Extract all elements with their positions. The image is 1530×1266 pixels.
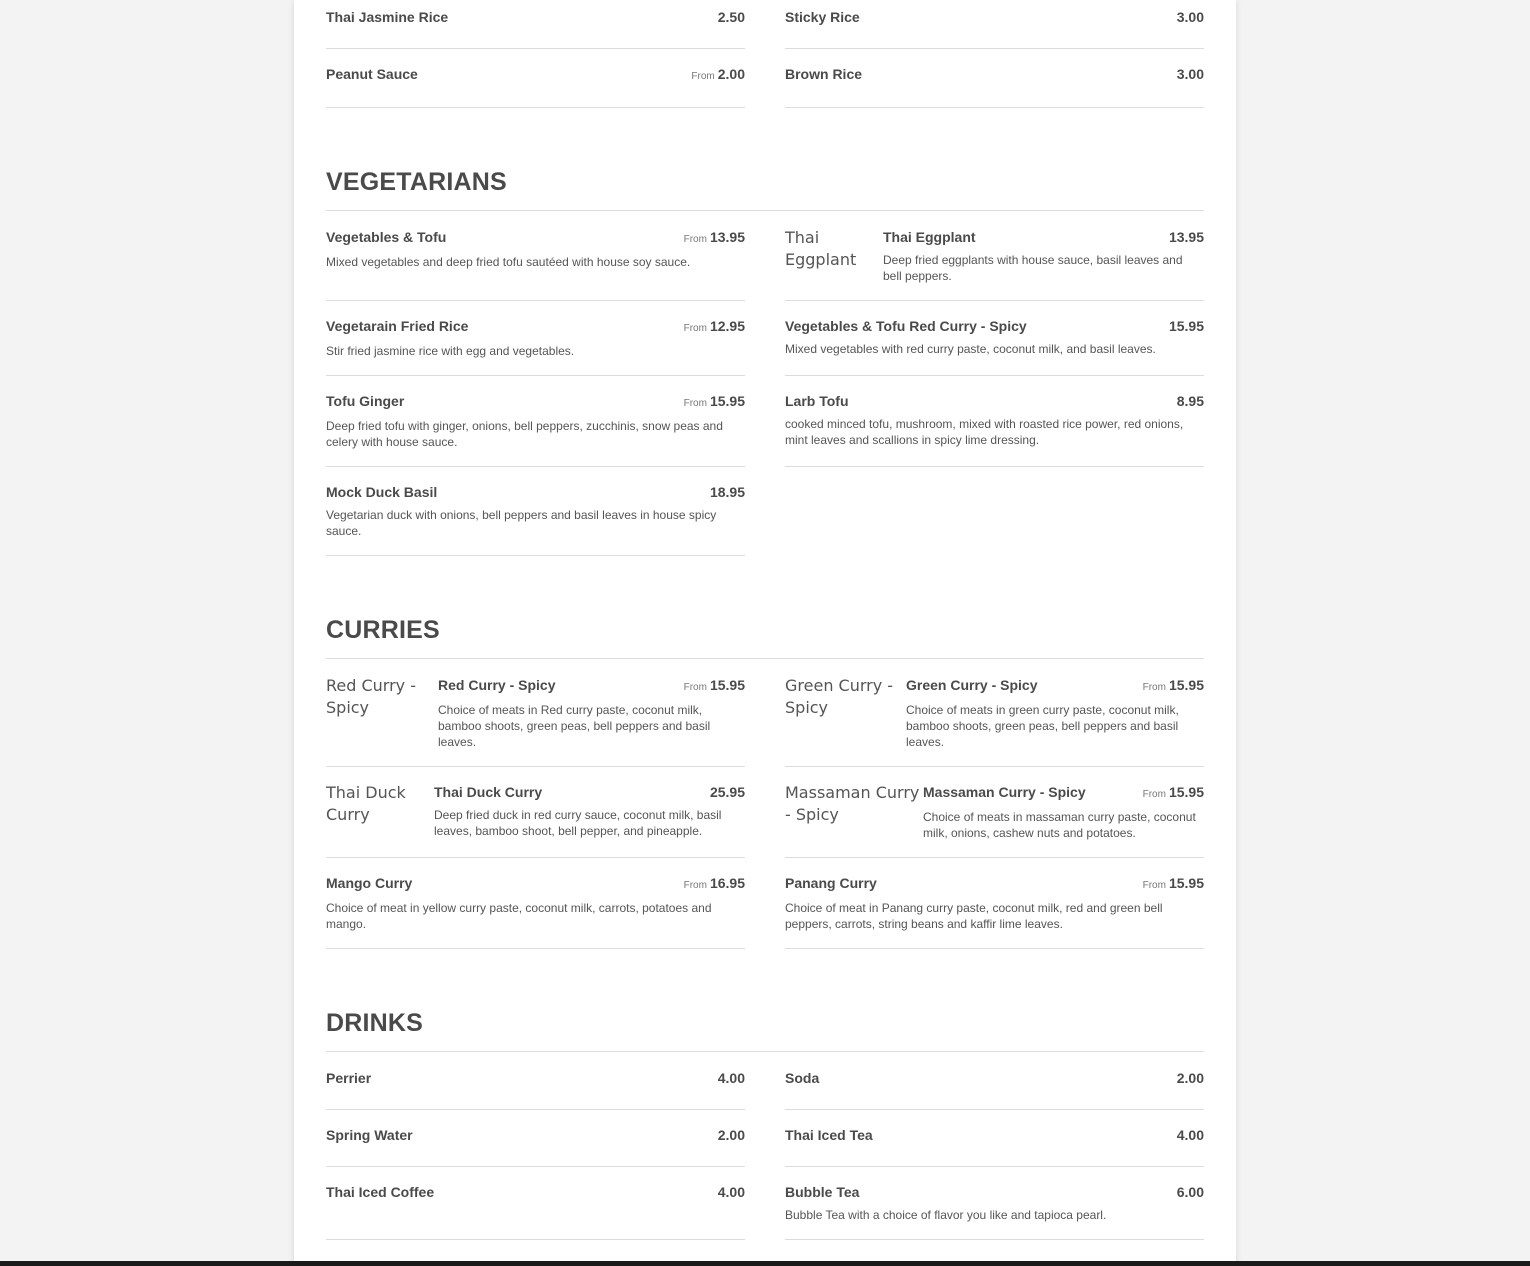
item-name: Massaman Curry - Spicy (923, 784, 1086, 800)
menu-item-tofu-ginger[interactable] (326, 393, 745, 467)
item-name: Brown Rice (785, 66, 863, 82)
menu-item-massaman-curry[interactable] (785, 782, 1204, 858)
item-name: Bubble Tea (785, 1184, 860, 1200)
item-description: Deep fried tofu with ginger, onions, bell peppers, zucchinis, snow peas and celery with house sauce. (326, 419, 723, 449)
item-description: Deep fried duck in red curry sauce, coconut milk, basil leaves, bamboo shoot, bell pepper, and pineapple. (434, 808, 722, 838)
item-name: Thai Jasmine Rice (326, 9, 449, 25)
item-price: 16.95 (709, 875, 745, 891)
item-price: 25.95 (709, 784, 745, 800)
item-name: Thai Duck Curry (434, 784, 543, 800)
menu-item-vegetarian-fried-rice[interactable] (326, 318, 745, 376)
item-price: 6.00 (1176, 1184, 1204, 1200)
section-divider (326, 1051, 1204, 1052)
section-divider (326, 210, 1204, 211)
item-price: 15.95 (709, 677, 745, 693)
item-name: Thai Eggplant (883, 229, 976, 245)
item-price: 13.95 (1168, 229, 1204, 245)
item-name: Tofu Ginger (326, 393, 405, 409)
section-title-curries: CURRIES (326, 616, 440, 644)
item-price: 15.95 (709, 393, 745, 409)
item-price: 12.95 (709, 318, 745, 334)
from-label: From (683, 398, 707, 409)
menu-item-sticky-rice[interactable] (785, 9, 1204, 49)
bottom-bar (0, 1261, 1530, 1266)
section-title-vegetarians: VEGETARIANS (326, 168, 507, 196)
item-price: 2.00 (717, 66, 745, 82)
item-name: Vegetables & Tofu Red Curry - Spicy (785, 318, 1027, 334)
item-price: 18.95 (709, 484, 745, 500)
from-label: From (683, 880, 707, 891)
menu-item-brown-rice[interactable] (785, 66, 1204, 108)
menu-item-thai-jasmine-rice[interactable] (326, 9, 745, 49)
item-name: Perrier (326, 1070, 372, 1086)
item-price: 15.95 (1168, 875, 1204, 891)
item-description: Stir fried jasmine rice with egg and vegetables. (326, 344, 575, 358)
item-price: 3.00 (1176, 9, 1204, 25)
item-price: 4.00 (1176, 1127, 1204, 1143)
menu-item-thai-duck-curry[interactable] (326, 782, 745, 858)
item-price: 15.95 (1168, 318, 1204, 334)
item-price: 4.00 (717, 1070, 745, 1086)
item-name: Sticky Rice (785, 9, 860, 25)
item-image-placeholder: Thai Eggplant (785, 228, 857, 269)
item-description: Bubble Tea with a choice of flavor you like and tapioca pearl. (785, 1208, 1107, 1222)
item-description: cooked minced tofu, mushroom, mixed with roasted rice power, red onions, mint leaves and scallions in spicy lime dressing. (785, 417, 1184, 447)
item-name: Thai Iced Tea (785, 1127, 873, 1143)
menu-item-thai-iced-coffee[interactable] (326, 1184, 745, 1240)
item-price: 2.00 (1176, 1070, 1204, 1086)
item-description: Vegetarian duck with onions, bell peppers and basil leaves in house spicy sauce. (326, 508, 717, 538)
item-name: Vegetarain Fried Rice (326, 318, 469, 334)
item-name: Vegetables & Tofu (326, 229, 447, 245)
from-label: From (683, 234, 707, 245)
item-image-placeholder: Red Curry - Spicy (326, 676, 416, 717)
menu-item-thai-iced-tea[interactable] (785, 1127, 1204, 1167)
item-description: Choice of meat in yellow curry paste, coconut milk, carrots, potatoes and mango. (326, 901, 712, 931)
menu-panel (294, 0, 1236, 1266)
menu-item-bubble-tea[interactable] (785, 1184, 1204, 1240)
menu-item-vegetables-tofu[interactable] (326, 229, 745, 301)
item-price: 3.00 (1176, 66, 1204, 82)
menu-item-peanut-sauce[interactable] (326, 66, 745, 108)
item-price: 4.00 (717, 1184, 745, 1200)
menu-item-green-curry[interactable] (785, 675, 1204, 767)
menu-item-vegetables-tofu-red-curry[interactable] (785, 318, 1204, 376)
menu-item-thai-eggplant[interactable] (785, 227, 1204, 301)
section-title-drinks: DRINKS (326, 1009, 424, 1037)
item-price: 15.95 (1168, 784, 1204, 800)
item-description: Choice of meats in massaman curry paste, coconut milk, onions, cashew nuts and potatoes. (923, 810, 1196, 840)
from-label: From (1142, 682, 1166, 693)
menu-item-perrier[interactable] (326, 1070, 745, 1110)
item-image-placeholder: Thai Duck Curry (326, 783, 406, 824)
menu-item-soda[interactable] (785, 1070, 1204, 1110)
item-description: Deep fried eggplants with house sauce, basil leaves and bell peppers. (883, 253, 1183, 283)
from-label: From (691, 71, 715, 82)
item-description: Mixed vegetables with red curry paste, coconut milk, and basil leaves. (785, 342, 1156, 356)
menu-item-panang-curry[interactable] (785, 875, 1204, 949)
item-price: 15.95 (1168, 677, 1204, 693)
item-name: Red Curry - Spicy (438, 677, 556, 693)
from-label: From (683, 682, 707, 693)
item-name: Spring Water (326, 1127, 413, 1143)
menu-item-larb-tofu[interactable] (785, 393, 1204, 467)
item-description: Mixed vegetables and deep fried tofu sautéed with house soy sauce. (326, 255, 691, 269)
item-name: Panang Curry (785, 875, 877, 891)
from-label: From (683, 323, 707, 334)
menu-item-red-curry[interactable] (326, 675, 745, 767)
menu-item-spring-water[interactable] (326, 1127, 745, 1167)
item-price: 13.95 (709, 229, 745, 245)
item-name: Mango Curry (326, 875, 413, 891)
section-divider (326, 658, 1204, 659)
item-price: 8.95 (1176, 393, 1204, 409)
from-label: From (1142, 880, 1166, 891)
item-image-placeholder: Massaman Curry - Spicy (785, 783, 920, 824)
item-name: Mock Duck Basil (326, 484, 438, 500)
from-label: From (1142, 789, 1166, 800)
item-price: 2.00 (717, 1127, 745, 1143)
item-image-placeholder: Green Curry - Spicy (785, 676, 894, 717)
menu-item-mock-duck-basil[interactable] (326, 484, 745, 556)
item-description: Choice of meats in green curry paste, coconut milk, bamboo shoots, green peas, bell peppers and basil leaves. (906, 703, 1179, 749)
item-name: Thai Iced Coffee (326, 1184, 435, 1200)
item-name: Green Curry - Spicy (906, 677, 1038, 693)
menu-item-mango-curry[interactable] (326, 875, 745, 949)
item-description: Choice of meats in Red curry paste, coconut milk, bamboo shoots, green peas, bell peppers and basil leaves. (438, 703, 711, 749)
item-name: Peanut Sauce (326, 66, 418, 82)
item-name: Soda (785, 1070, 820, 1086)
item-price: 2.50 (717, 9, 745, 25)
item-name: Larb Tofu (785, 393, 849, 409)
item-description: Choice of meat in Panang curry paste, coconut milk, red and green bell peppers, carrots, string beans and kaffir lime leaves. (785, 901, 1163, 931)
